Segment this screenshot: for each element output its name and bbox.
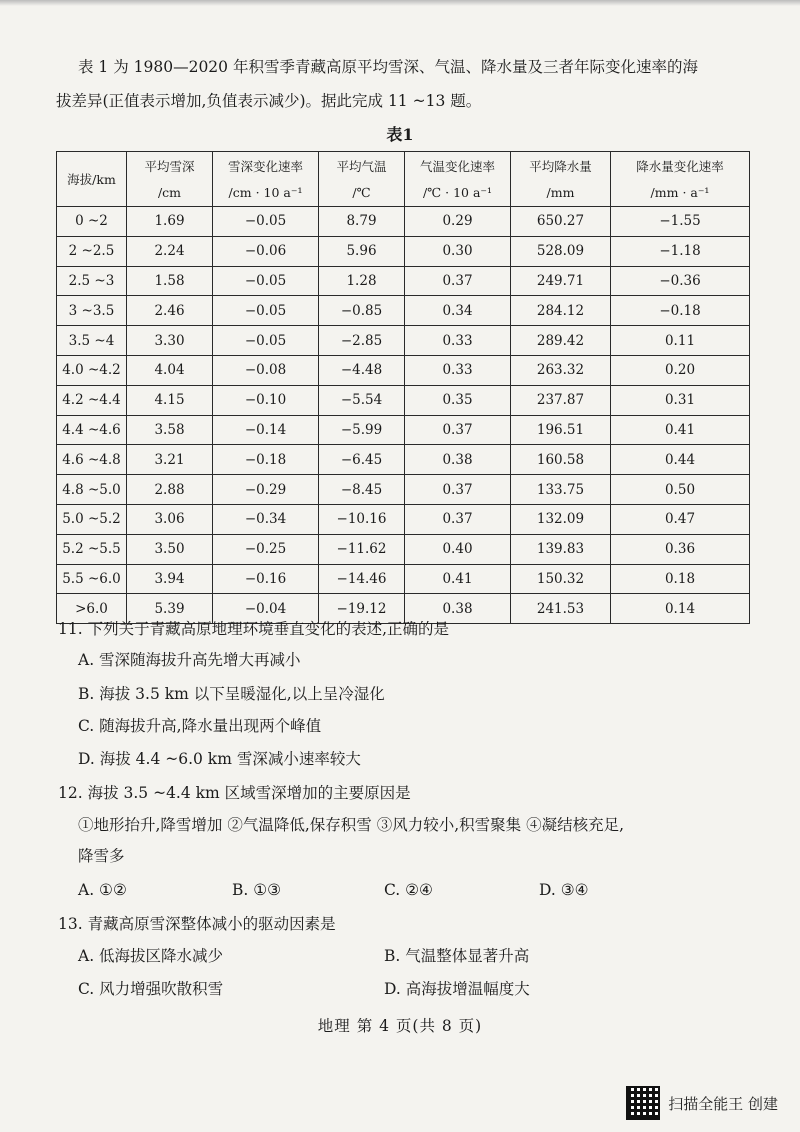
q13-stem: 13. 青藏高原雪深整体减小的驱动因素是 [58,915,336,933]
table-cell: −0.29 [213,475,319,505]
table-cell: 0.30 [405,236,511,266]
table-cell: −0.18 [611,296,750,326]
table-cell: 249.71 [511,266,611,296]
q12-items-line-1: ①地形抬升,降雪增加 ②气温降低,保存积雪 ③风力较小,积雪聚集 ④凝结核充足, [78,816,624,834]
scan-edge [0,0,800,6]
table-cell: 132.09 [511,504,611,534]
table-cell: 5.5 ~6.0 [57,564,127,594]
table-cell: −0.05 [213,207,319,237]
table-header-row [57,152,750,180]
table-cell: 0.38 [405,594,511,624]
q11-option-b: B. 海拔 3.5 km 以下呈暖湿化,以上呈冷湿化 [78,685,385,703]
table-unit-row [57,179,750,207]
table-cell: 5.2 ~5.5 [57,534,127,564]
table-cell: 0.33 [405,355,511,385]
table-cell: 2.24 [127,236,213,266]
intro-line-2: 拔差异(正值表示增加,负值表示减少)。据此完成 11 ~13 题。 [56,92,482,110]
table-cell: 150.32 [511,564,611,594]
table-cell: 0.37 [405,415,511,445]
q12-option-d: D. ③④ [539,881,589,899]
table-header-cell: 雪深变化速率 [213,152,319,180]
table-cell: −0.10 [213,385,319,415]
table-row [57,534,750,564]
table-cell: 0.41 [405,564,511,594]
table-cell: 3.58 [127,415,213,445]
table-row [57,207,750,237]
q13-option-c: C. 风力增强吹散积雪 [78,980,224,998]
table-row [57,445,750,475]
q13-option-b: B. 气温整体显著升高 [384,947,530,965]
table-cell: −2.85 [319,326,405,356]
table-cell: −0.05 [213,296,319,326]
table-cell: −11.62 [319,534,405,564]
q11-option-d: D. 海拔 4.4 ~6.0 km 雪深减小速率较大 [78,750,361,768]
watermark-text: 扫描全能王 创建 [668,1094,778,1113]
q12-option-b: B. ①③ [232,881,282,899]
table-cell: 3.94 [127,564,213,594]
table-cell: 3.06 [127,504,213,534]
table-cell: −0.04 [213,594,319,624]
table-cell: −0.05 [213,266,319,296]
page-footer: 地理 第 4 页(共 8 页) [317,1017,483,1035]
table-cell: 4.6 ~4.8 [57,445,127,475]
table-cell: −0.14 [213,415,319,445]
table-cell: −8.45 [319,475,405,505]
intro-text [56,50,756,118]
table-cell: 4.8 ~5.0 [57,475,127,505]
table-cell: −1.18 [611,236,750,266]
table-cell: 0.40 [405,534,511,564]
table-cell: 5.39 [127,594,213,624]
table-cell: 0.34 [405,296,511,326]
table-cell: 0.44 [611,445,750,475]
table-unit-cell: /cm [127,179,213,207]
table-cell: −5.99 [319,415,405,445]
table-row [57,266,750,296]
table-header-cell: 海拔/km [57,152,127,207]
table-unit-cell: /cm · 10 a⁻¹ [213,179,319,207]
q12-items-line-2: 降雪多 [78,847,125,865]
table-cell: 0.36 [611,534,750,564]
table-cell: 2.5 ~3 [57,266,127,296]
table-header-cell: 平均气温 [319,152,405,180]
table-cell: 237.87 [511,385,611,415]
table-header-cell: 降水量变化速率 [611,152,750,180]
table-title: 表1 [386,125,414,144]
table-cell: −5.54 [319,385,405,415]
table-row [57,326,750,356]
table-cell: −0.25 [213,534,319,564]
scanner-watermark [626,1086,778,1120]
table-row [57,504,750,534]
table-cell: 0.37 [405,475,511,505]
table-unit-cell: /mm [511,179,611,207]
table-cell: 0 ~2 [57,207,127,237]
table-cell: 0.20 [611,355,750,385]
table-cell: 528.09 [511,236,611,266]
q13-option-a: A. 低海拔区降水减少 [78,947,224,965]
table-cell: −0.05 [213,326,319,356]
table-row [57,296,750,326]
table-row [57,385,750,415]
table-cell: 0.29 [405,207,511,237]
table-cell: 139.83 [511,534,611,564]
table-cell: −6.45 [319,445,405,475]
table-cell: 0.14 [611,594,750,624]
table-cell: 289.42 [511,326,611,356]
table-cell: 196.51 [511,415,611,445]
data-table [56,151,750,624]
q12-option-c: C. ②④ [384,881,433,899]
intro-line-1: 表 1 为 1980—2020 年积雪季青藏高原平均雪深、气温、降水量及三者年际变化速率的海 [78,58,698,76]
table-cell: 2.46 [127,296,213,326]
table-cell: −19.12 [319,594,405,624]
table-cell: 284.12 [511,296,611,326]
table-header-cell: 气温变化速率 [405,152,511,180]
table-cell: −0.85 [319,296,405,326]
table-cell: 8.79 [319,207,405,237]
table-cell: 0.31 [611,385,750,415]
table-cell: 4.15 [127,385,213,415]
qr-code-icon [626,1086,660,1120]
table-cell: >6.0 [57,594,127,624]
table-cell: 133.75 [511,475,611,505]
table-cell: 1.69 [127,207,213,237]
table-cell: −14.46 [319,564,405,594]
table-cell: −1.55 [611,207,750,237]
table-row [57,236,750,266]
q11-option-a: A. 雪深随海拔升高先增大再减小 [78,651,301,669]
table-cell: −0.18 [213,445,319,475]
table-row [57,415,750,445]
table-cell: 0.47 [611,504,750,534]
table-cell: 3.5 ~4 [57,326,127,356]
table-cell: 3.21 [127,445,213,475]
table-row [57,475,750,505]
table-cell: 160.58 [511,445,611,475]
table-cell: 0.37 [405,504,511,534]
table-unit-cell: /℃ · 10 a⁻¹ [405,179,511,207]
table-cell: −10.16 [319,504,405,534]
table-cell: 0.18 [611,564,750,594]
table-cell: 1.28 [319,266,405,296]
table-cell: 0.35 [405,385,511,415]
table-cell: 241.53 [511,594,611,624]
table-cell: −0.36 [611,266,750,296]
table-cell: 1.58 [127,266,213,296]
table-cell: 5.96 [319,236,405,266]
table-cell: 650.27 [511,207,611,237]
q13-option-d: D. 高海拔增温幅度大 [384,980,530,998]
table-cell: 2.88 [127,475,213,505]
table-cell: 3.30 [127,326,213,356]
table-cell: 0.37 [405,266,511,296]
table-cell: 0.38 [405,445,511,475]
table-cell: 3 ~3.5 [57,296,127,326]
table-cell: 0.41 [611,415,750,445]
table-cell: 4.2 ~4.4 [57,385,127,415]
table-cell: −0.34 [213,504,319,534]
table-cell: 0.11 [611,326,750,356]
table-row [57,355,750,385]
q11-option-c: C. 随海拔升高,降水量出现两个峰值 [78,717,322,735]
table-cell: 4.4 ~4.6 [57,415,127,445]
table-cell: −0.16 [213,564,319,594]
table-unit-cell: /mm · a⁻¹ [611,179,750,207]
table-cell: 4.0 ~4.2 [57,355,127,385]
table-cell: −0.08 [213,355,319,385]
q12-option-a: A. ①② [78,881,127,899]
table-cell: 3.50 [127,534,213,564]
q12-stem: 12. 海拔 3.5 ~4.4 km 区域雪深增加的主要原因是 [58,784,411,802]
q11-stem: 11. 下列关于青藏高原地理环境垂直变化的表述,正确的是 [58,620,450,638]
table-cell: 0.33 [405,326,511,356]
table-cell: 5.0 ~5.2 [57,504,127,534]
table-header-cell: 平均降水量 [511,152,611,180]
table-header-cell: 平均雪深 [127,152,213,180]
table-cell: 2 ~2.5 [57,236,127,266]
table-row [57,564,750,594]
table-cell: −4.48 [319,355,405,385]
table-cell: 0.50 [611,475,750,505]
table-cell: 263.32 [511,355,611,385]
table-cell: −0.06 [213,236,319,266]
table-cell: 4.04 [127,355,213,385]
table-unit-cell: /℃ [319,179,405,207]
